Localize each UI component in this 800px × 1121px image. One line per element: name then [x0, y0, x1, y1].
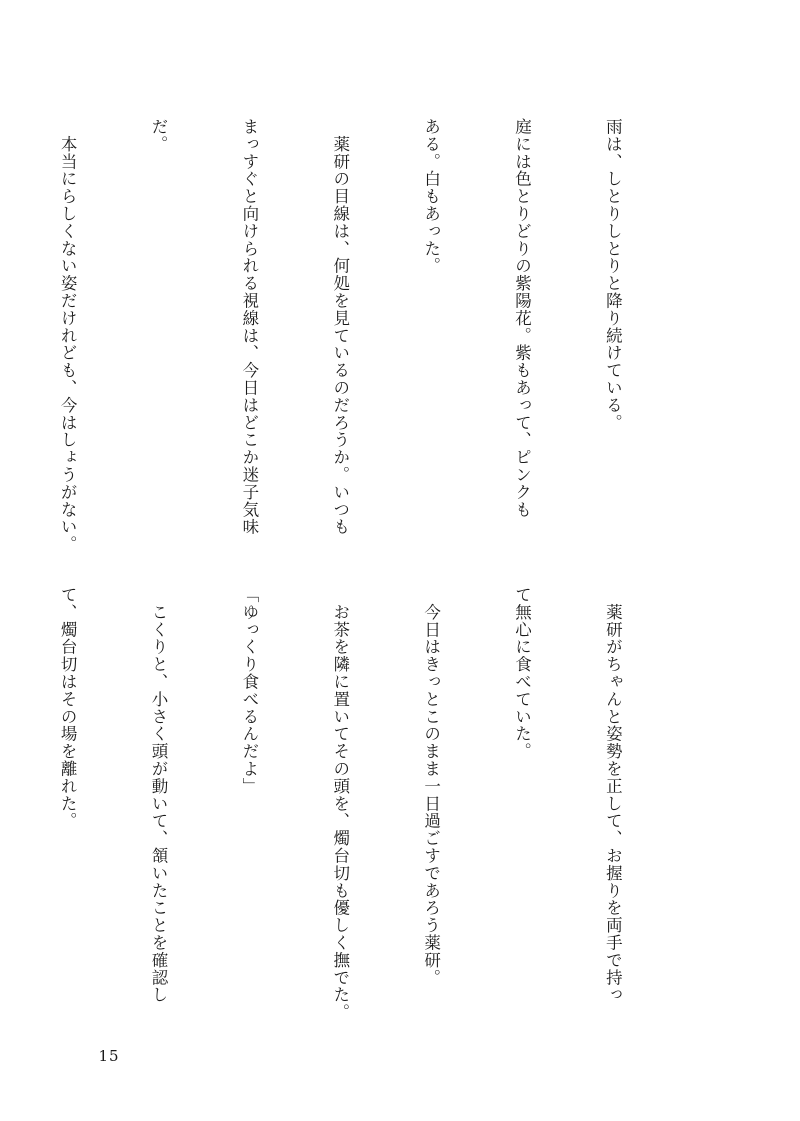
text-line: まっすぐと向けられる視線は、今日はどこか迷子気味: [239, 118, 259, 536]
text-line: お茶を隣に置いてその頭を、燭台切も優しく撫でた。: [330, 586, 350, 1021]
lower-text-block: [0, 586, 688, 1021]
text-line: ある。白もあった。: [421, 118, 441, 275]
text-line: 今日はきっとこのまま一日過ごすであろう薬研。: [421, 586, 441, 987]
text-line: こくりと、小さく頭が動いて、頷いたことを確認し: [148, 586, 168, 1004]
text-line: 薬研の目線は、何処を見ているのだろうか。いつも: [330, 118, 350, 536]
text-line: 雨は、しとりしとりと降り続けている。: [603, 118, 623, 432]
text-line: 「ゆっくり食べるんだよ」: [239, 586, 259, 795]
text-line: て無心に食べていた。: [512, 586, 532, 760]
text-line: 庭には色とりどりの紫陽花。紫もあって、ピンクも: [512, 118, 532, 519]
text-line: 本当にらしくない姿だけれども、今はしょうがない。: [58, 118, 78, 553]
text-line: て、燭台切はその場を離れた。: [58, 586, 78, 830]
upper-text-block: [0, 118, 688, 553]
text-line: だ。: [148, 118, 168, 153]
page-number: 15: [98, 1047, 120, 1065]
text-line: 薬研がちゃんと姿勢を正して、お握りを両手で持っ: [603, 586, 623, 1004]
